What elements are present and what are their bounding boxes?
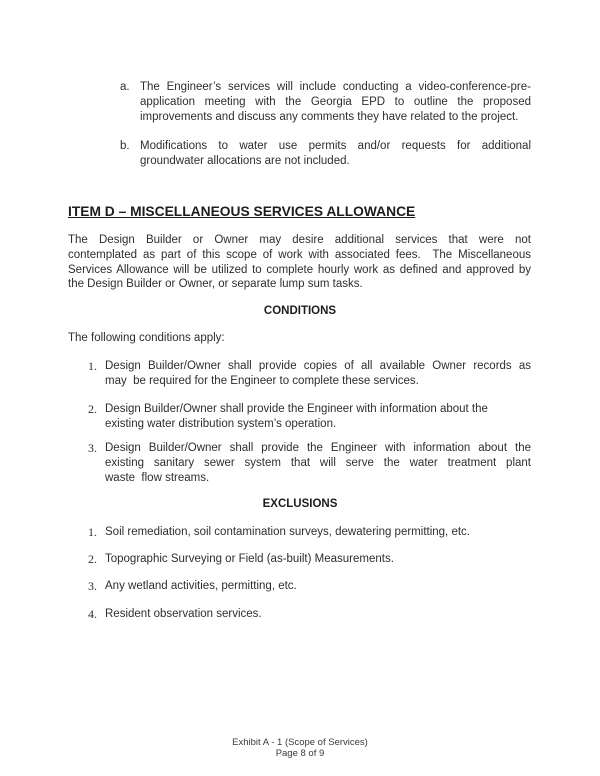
list-item-a-text: The Engineer’s services will include conducting a video-conference-pre- application meeting with the Georgia EPD to outline the proposed improvements and discuss any comments they have related to the project. — [140, 81, 531, 123]
exclusion-item-3 — [0, 579, 600, 594]
page-footer — [0, 737, 600, 759]
list-item-a — [0, 80, 600, 124]
exclusion-item-2-marker: 2. — [88, 552, 97, 566]
conditions-lead: The following conditions apply: — [68, 332, 225, 344]
condition-item-3-text: Design Builder/Owner shall provide the Engineer with information about the existing sanitary sewer system that will serve the water treatment plant waste flow streams. — [105, 442, 531, 484]
intro-paragraph: The Design Builder or Owner may desire additional services that were not contemplated as part of this scope of work with associated fees. The Miscellaneous Services Allowance will be utilized to complete hourly work as defined and approved by the Design Builder or Owner, or separate lump sum tasks. — [68, 234, 531, 291]
exclusion-item-4-text: Resident observation services. — [105, 608, 262, 620]
exclusion-item-2 — [0, 552, 600, 567]
footer-page-number: Page 8 of 9 — [275, 748, 325, 759]
list-item-b-text: Modifications to water use permits and/or requests for additional groundwater allocations are not included. — [140, 140, 531, 167]
list-item-b — [0, 139, 600, 169]
condition-item-1-text: Design Builder/Owner shall provide copies of all available Owner records as may be required for the Engineer to complete these services. — [105, 360, 531, 387]
exclusion-item-1 — [0, 525, 600, 540]
exclusion-item-3-marker: 3. — [88, 579, 97, 593]
exclusions-title: EXCLUSIONS — [262, 498, 338, 510]
conditions-title: CONDITIONS — [263, 305, 337, 317]
condition-item-1-marker: 1. — [88, 359, 97, 373]
exclusion-item-1-marker: 1. — [88, 525, 97, 539]
item-d-heading: ITEM D – MISCELLANEOUS SERVICES ALLOWANCE — [68, 204, 416, 219]
condition-item-1 — [0, 359, 600, 389]
exclusion-item-2-text: Topographic Surveying or Field (as-built) Measurements. — [105, 553, 394, 565]
exclusion-item-3-text: Any wetland activities, permitting, etc. — [105, 580, 297, 592]
condition-item-2-text: Design Builder/Owner shall provide the Engineer with information about the existing water distribution system’s operation. — [105, 403, 488, 430]
exclusion-item-4 — [0, 607, 600, 622]
footer-exhibit-label: Exhibit A - 1 (Scope of Services) — [232, 737, 368, 748]
condition-item-3 — [0, 441, 600, 485]
condition-item-2 — [0, 402, 600, 432]
condition-item-2-marker: 2. — [88, 402, 97, 416]
condition-item-3-marker: 3. — [88, 441, 97, 455]
exclusion-item-1-text: Soil remediation, soil contamination surveys, dewatering permitting, etc. — [105, 526, 470, 538]
exclusion-item-4-marker: 4. — [88, 607, 97, 621]
list-item-a-marker: a. — [120, 81, 130, 93]
list-item-b-marker: b. — [120, 140, 130, 152]
